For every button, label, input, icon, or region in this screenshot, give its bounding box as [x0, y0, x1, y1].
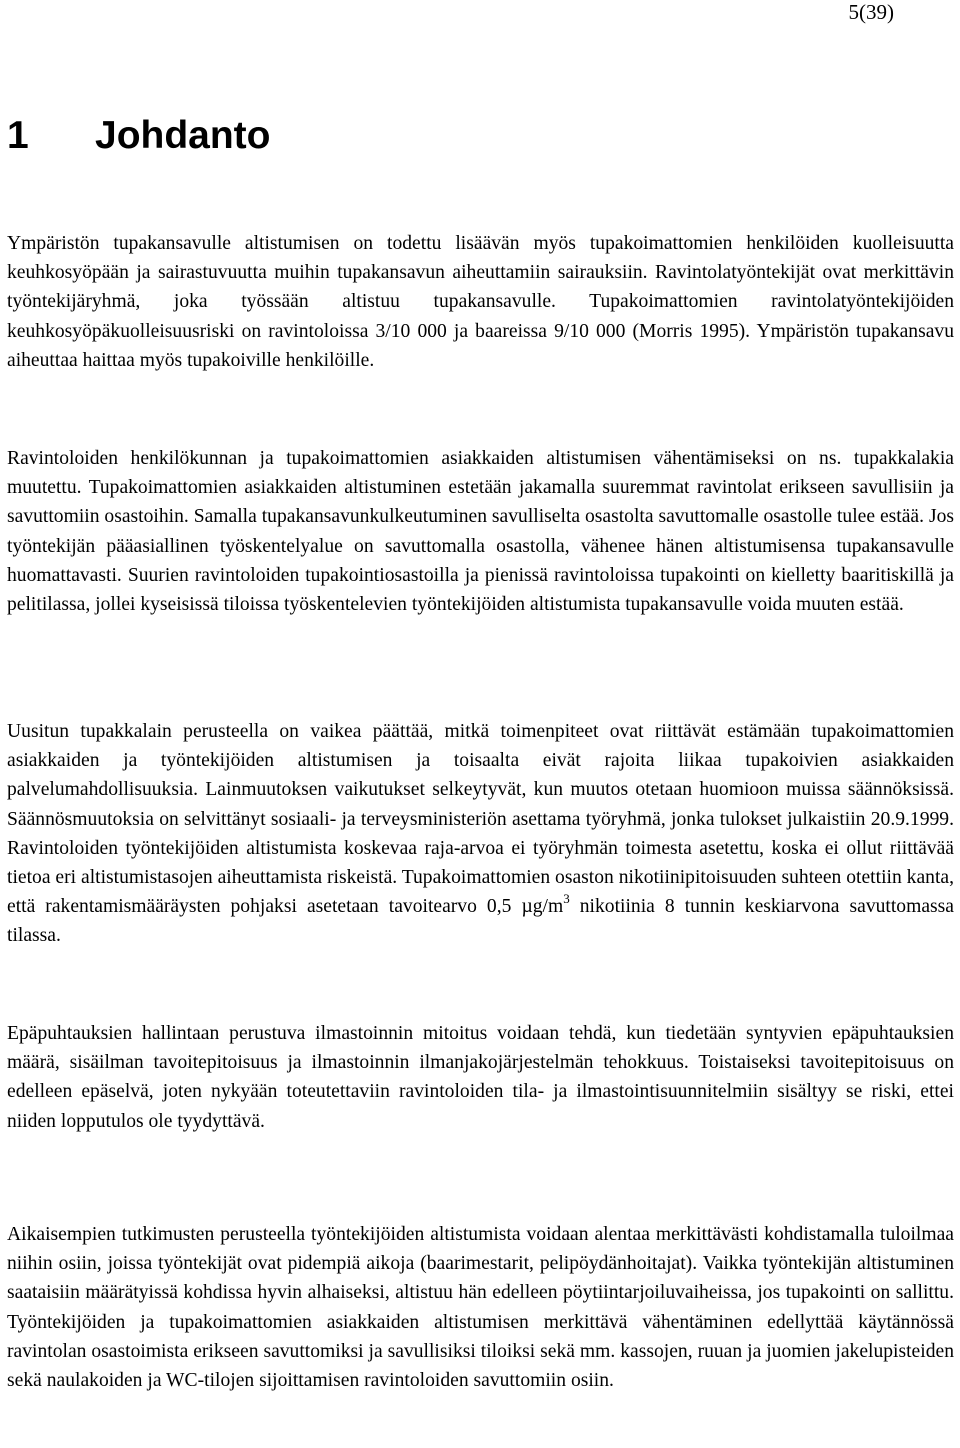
chapter-heading — [7, 114, 270, 158]
paragraph-new-law-text: Uusitun tupakkalain perusteella on vaikea päättää, mitkä toimenpiteet ovat riittävät estämään tupakoimattomien asiakkaiden ja työntekijöiden altistumisen ja toisaalta eivät rajoita liikaa tupakoivien asiakkaiden palvelumahdollisuuksia. Lainmuutoksen vaikutukset selkeytyvät, kun muutos otetaan huomioon muissa säännöksissä. Säännösmuutoksia on selvittänyt sosiaali- ja terveysministeriön asettama työryhmä, jonka tulokset julkaistiin 20.9.1999. Ravintoloiden työntekijöiden altistumista koskevaa raja-arvoa ei työryhmän toimesta asetettu, koska ei ollut riittävää tietoa eri altistumistasojen aiheuttamista riskeistä. Tupakoimattomien osaston nikotiinipitoisuuden suhteen otettiin kanta, että rakentamismääräysten pohjaksi asetetaan tavoitearvo 0,5 µg/m — [7, 721, 954, 918]
chapter-title: Johdanto — [95, 114, 271, 157]
chapter-number: 1 — [7, 114, 29, 157]
paragraph-intro: Ympäristön tupakansavulle altistumisen on todettu lisäävän myös tupakoimattomien henkilöiden kuolleisuutta keuhkosyöpään ja sairastuvuutta muihin tupakansavun aiheuttamiin sairauksiin. Ravintolatyöntekijät ovat merkittävin työntekijäryhmä, joka työssään altistuu tupakansavulle. Tupakoimattomien ravintolatyöntekijöiden keuhkosyöpäkuolleisuusriski on ravintoloissa 3/10 000 ja baareissa 9/10 000 (Morris 1995). Ympäristön tupakansavu aiheuttaa haittaa myös tupakoiville henkilöille. — [7, 233, 954, 371]
paragraph-block — [7, 1019, 954, 1136]
paragraph-tobacco-law: Ravintoloiden henkilökunnan ja tupakoimattomien asiakkaiden altistumisen vähentämiseksi on ns. tupakkalakia muutettu. Tupakoimattomien asiakkaiden altistuminen estetään jakamalla suuremmat ravintolat erikseen savullisiin ja savuttomiin osastoihin. Samalla tupakansavunkulkeutuminen savulliselta osastolta savuttomalle osastolle tulee estää. Jos työntekijän pääasiallinen työskentelyalue on savuttomalla osastolla, vähenee hänen altistumisensa tupakansavulle huomattavasti. Suurien ravintoloiden tupakointiosastoilla ja pienissä ravintoloissa tupakointi on kielletty baaritiskillä ja pelitilassa, jollei kyseisissä tiloissa työskentelevien työntekijöiden altistumista tupakansavulle voida muuten estää. — [7, 448, 954, 616]
paragraph-new-law-tail: nikotiinia 8 tunnin keskiarvona savuttomassa tilassa. — [7, 896, 954, 947]
paragraph-ventilation: Epäpuhtauksien hallintaan perustuva ilmastoinnin mitoitus voidaan tehdä, kun tiedetään syntyvien epäpuhtauksien määrä, sisäilman tavoitepitoisuus ja ilmastoinnin ilmanjakojärjestelmän tehokkuus. Toistaiseksi tavoitepitoisuus on edelleen epäselvä, joten nykyään toteutettaviin ravintoloiden tila- ja ilmastointisuunnitelmiin sisältyy se riski, ettei niiden lopputulos ole tyydyttävä. — [7, 1023, 954, 1132]
paragraph-block — [7, 229, 954, 375]
paragraph-block — [7, 1220, 954, 1395]
paragraph-block — [7, 717, 954, 951]
unit-superscript: 3 — [563, 891, 570, 907]
paragraph-new-law — [7, 717, 954, 951]
paragraph-previous-studies: Aikaisempien tutkimusten perusteella työntekijöiden altistumista voidaan alentaa merkittävästi kohdistamalla tuloilmaa niihin osiin, joissa työntekijät ovat pidempiä aikoja (baarimestarit, pelipöydänhoitajat). Vaikka työntekijän altistuminen saataisiin määrätyissä kohdissa hyvin alhaiseksi, altistuu hän edelleen pöytiintarjoiluvaiheissa, jos tupakointi on sallittu. Työntekijöiden ja tupakoimattomien asiakkaiden altistumisen merkittävä vähentäminen edellyttää käytännössä ravintolan osastoimista erikseen savuttomiksi ja savullisiksi tiloiksi sekä mm. kassojen, ruuan ja juomien jakelupisteiden sekä naulakoiden ja WC-tilojen sijoittamisen ravintoloiden savuttomiin osiin. — [7, 1224, 954, 1392]
page-number: 5(39) — [848, 0, 894, 24]
paragraph-block — [7, 444, 954, 619]
